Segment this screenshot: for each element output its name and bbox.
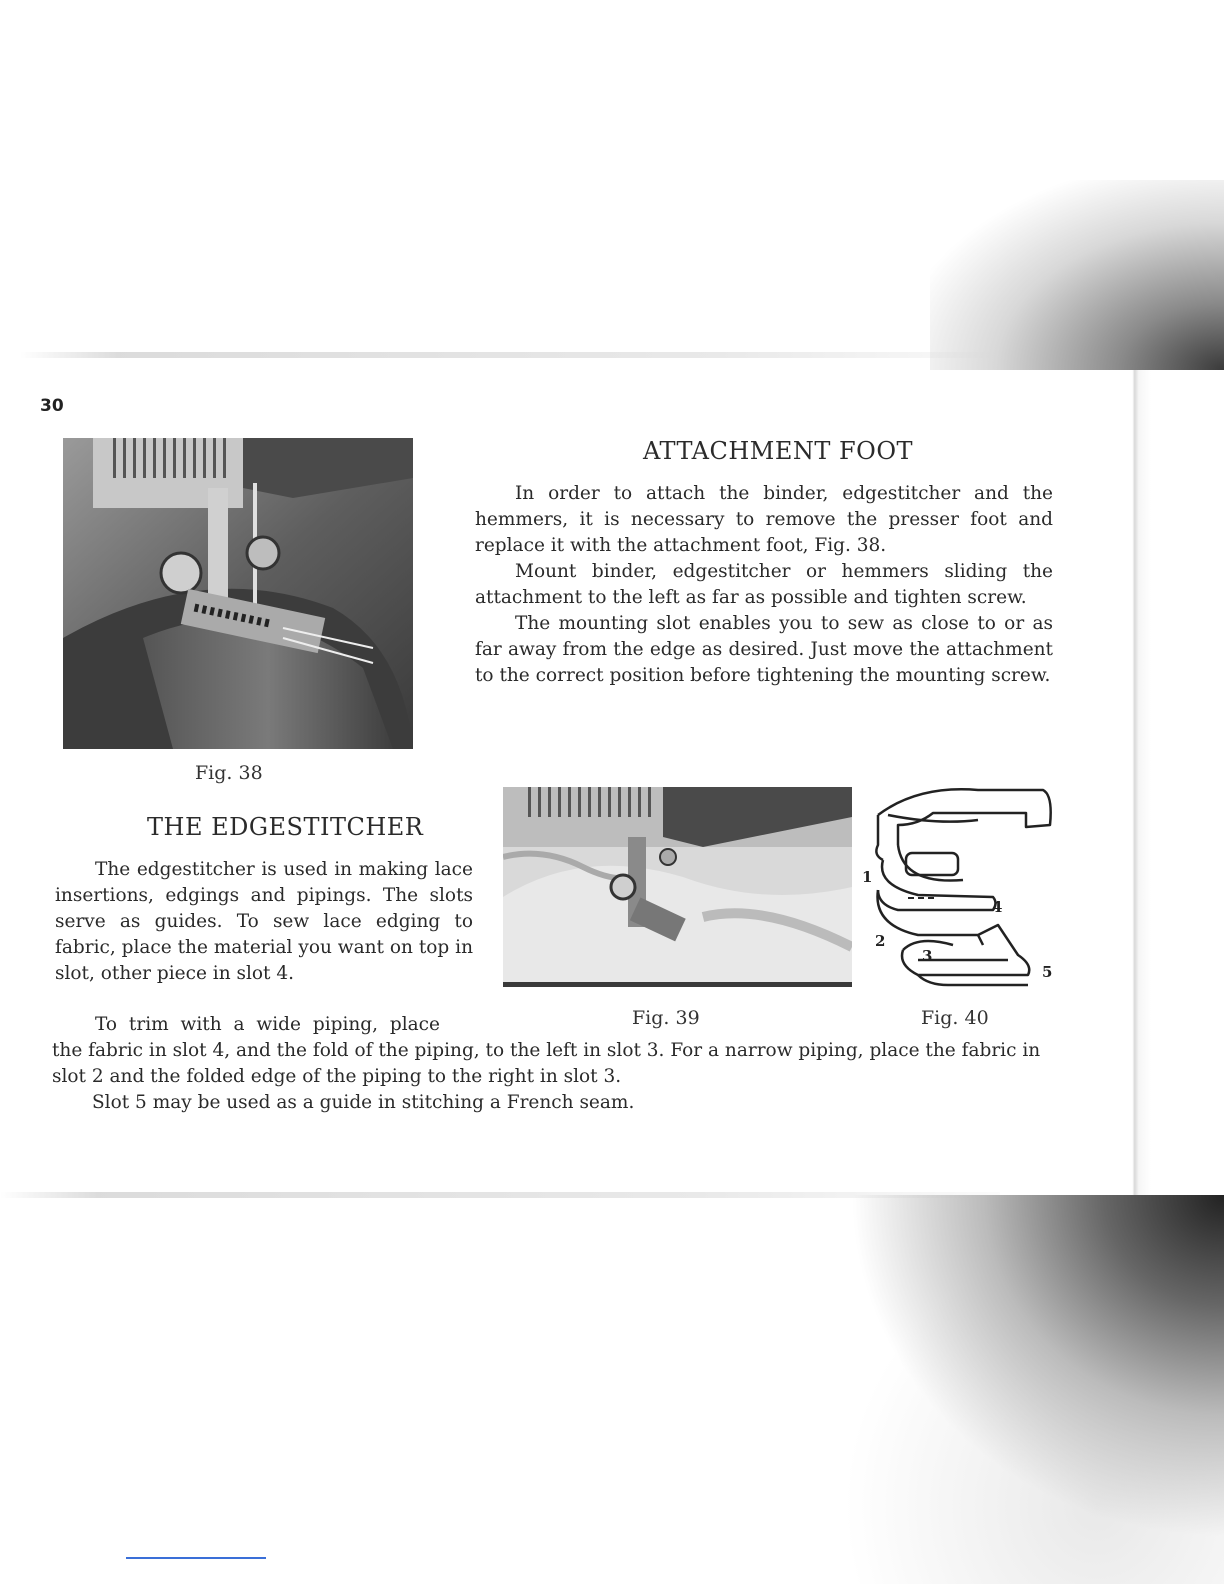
page-number: 30 <box>40 396 64 416</box>
edgestitcher-title: THE EDGESTITCHER <box>147 813 424 841</box>
attachment-foot-paragraph: Mount binder, edgestitcher or hemmers sliding the attachment to the left as far as possible and tighten screw. <box>475 561 1053 608</box>
page-binding-shadow <box>1120 365 1224 1200</box>
edgestitcher-text <box>55 857 473 987</box>
fig40-caption: Fig. 40 <box>921 1007 989 1029</box>
edgestitcher-paragraph: The edgestitcher is used in making lace insertions, edgings and pipings. The slots serve as guides. To sew lace edging to fabric, place the material you want on top in slot, other piece in slot 4. <box>55 859 473 984</box>
fig40-label-5: 5 <box>1042 963 1053 981</box>
attachment-foot-text <box>475 481 1053 689</box>
scan-glare-top <box>930 180 1224 370</box>
trim-lead: To trim with a wide piping, place <box>95 1014 440 1035</box>
edgestitcher-lower-text <box>52 1038 1052 1116</box>
fig40-label-3: 3 <box>922 947 933 965</box>
fig39-photo <box>503 787 852 987</box>
attachment-foot-title: ATTACHMENT FOOT <box>643 437 914 465</box>
fig39-caption: Fig. 39 <box>632 1007 700 1029</box>
fig40-label-2: 2 <box>875 932 886 950</box>
fig40-label-4: 4 <box>992 898 1003 916</box>
fig40-label-1: 1 <box>862 868 873 886</box>
scan-edge-top <box>20 352 1020 358</box>
attachment-foot-paragraph: In order to attach the binder, edgestitcher and the hemmers, it is necessary to remove the presser foot and replace it with the attachment foot, Fig. 38. <box>475 483 1053 556</box>
fig40-drawing <box>858 785 1058 1000</box>
link-underline <box>126 1557 266 1559</box>
fig38-caption: Fig. 38 <box>195 762 263 784</box>
attachment-foot-paragraph: The mounting slot enables you to sew as close to or as far away from the edge as desired. Just move the attachment to the correct position before tightening the mounting screw. <box>475 613 1053 686</box>
fig38-photo <box>63 438 413 749</box>
trim-instructions: the fabric in slot 4, and the fold of the piping, to the left in slot 3. For a narrow piping, place the fabric in slot 2 and the folded edge of the piping to the right in slot 3. <box>52 1040 1041 1087</box>
scan-glare-bottom <box>800 1195 1224 1584</box>
french-seam-note: Slot 5 may be used as a guide in stitching a French seam. <box>92 1092 635 1113</box>
